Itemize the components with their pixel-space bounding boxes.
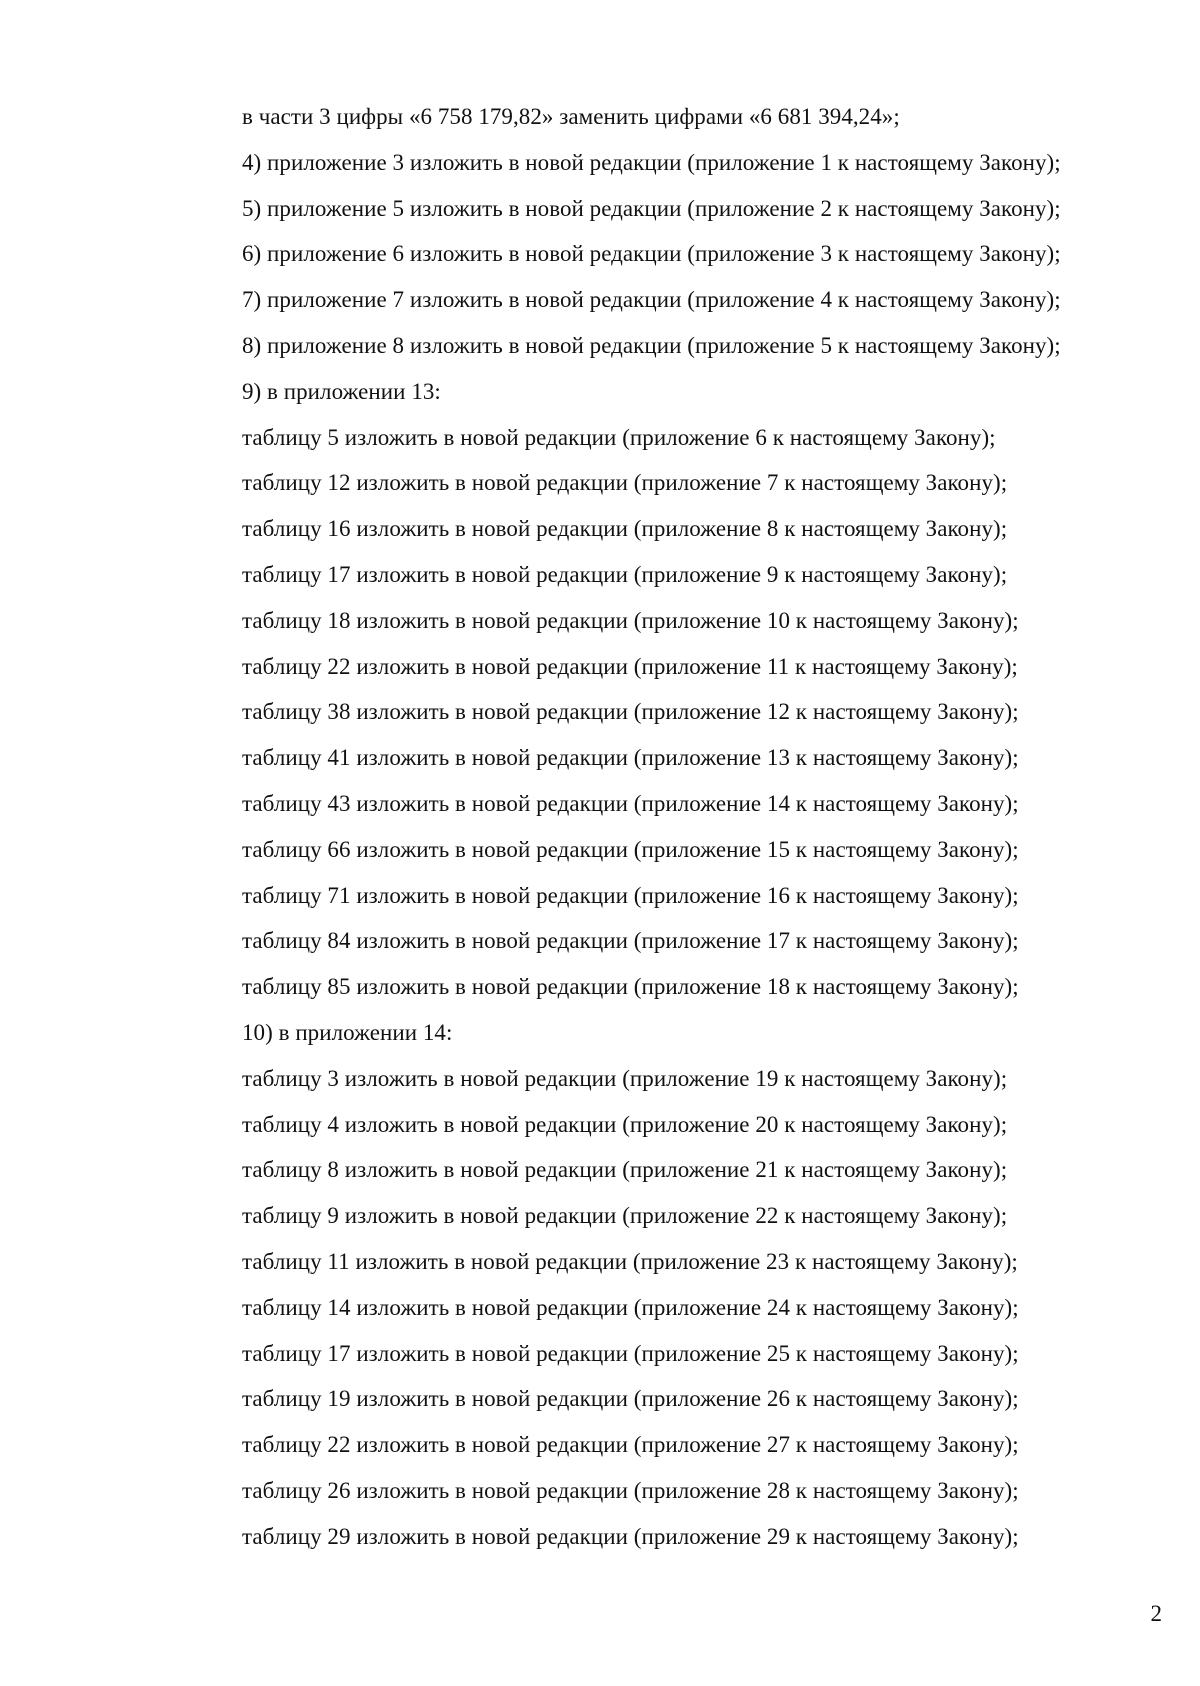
text-line: 10) в приложении 14: [242, 1019, 453, 1045]
text-line: таблицу 17 изложить в новой редакции (приложение 25 к настоящему Закону); [242, 1340, 1019, 1366]
text-line: 9) в приложении 13: [242, 378, 441, 404]
text-line: таблицу 11 изложить в новой редакции (приложение 23 к настоящему Закону); [242, 1248, 1018, 1274]
text-line: таблицу 9 изложить в новой редакции (приложение 22 к настоящему Закону); [242, 1203, 1008, 1229]
text-line: таблицу 3 изложить в новой редакции (приложение 19 к настоящему Закону); [242, 1065, 1008, 1091]
text-line: 5) приложение 5 изложить в новой редакции (приложение 2 к настоящему Закону); [242, 195, 1061, 221]
text-line: 7) приложение 7 изложить в новой редакции (приложение 4 к настоящему Закону); [242, 287, 1061, 313]
text-line: 8) приложение 8 изложить в новой редакции (приложение 5 к настоящему Закону); [242, 332, 1061, 358]
text-line: таблицу 18 изложить в новой редакции (приложение 10 к настоящему Закону); [242, 607, 1019, 633]
text-line: таблицу 16 изложить в новой редакции (приложение 8 к настоящему Закону); [242, 516, 1008, 542]
text-line: таблицу 29 изложить в новой редакции (приложение 29 к настоящему Закону); [242, 1523, 1019, 1549]
text-line: таблицу 5 изложить в новой редакции (приложение 6 к настоящему Закону); [242, 424, 996, 450]
text-line: таблицу 4 изложить в новой редакции (приложение 20 к настоящему Закону); [242, 1111, 1008, 1137]
text-line: таблицу 85 изложить в новой редакции (приложение 18 к настоящему Закону); [242, 974, 1019, 1000]
text-line: таблицу 12 изложить в новой редакции (приложение 7 к настоящему Закону); [242, 470, 1008, 496]
text-line: таблицу 22 изложить в новой редакции (приложение 27 к настоящему Закону); [242, 1432, 1019, 1458]
text-line: таблицу 8 изложить в новой редакции (приложение 21 к настоящему Закону); [242, 1157, 1008, 1183]
text-line: 6) приложение 6 изложить в новой редакции (приложение 3 к настоящему Закону); [242, 241, 1061, 267]
text-line: таблицу 17 изложить в новой редакции (приложение 9 к настоящему Закону); [242, 561, 1008, 587]
text-line: таблицу 14 изложить в новой редакции (приложение 24 к настоящему Закону); [242, 1294, 1019, 1320]
text-line: таблицу 22 изложить в новой редакции (приложение 11 к настоящему Закону); [242, 653, 1018, 679]
text-line: таблицу 66 изложить в новой редакции (приложение 15 к настоящему Закону); [242, 836, 1019, 862]
text-line: в части 3 цифры «6 758 179,82» заменить цифрами «6 681 394,24»; [242, 104, 900, 129]
text-line: таблицу 19 изложить в новой редакции (приложение 26 к настоящему Закону); [242, 1386, 1019, 1412]
text-line: таблицу 38 изложить в новой редакции (приложение 12 к настоящему Закону); [242, 699, 1019, 725]
page-number: 2 [1150, 1601, 1162, 1626]
text-line: таблицу 41 изложить в новой редакции (приложение 13 к настоящему Закону); [242, 745, 1019, 771]
text-line: таблицу 71 изложить в новой редакции (приложение 16 к настоящему Закону); [242, 882, 1019, 908]
text-line: 4) приложение 3 изложить в новой редакции (приложение 1 к настоящему Закону); [242, 149, 1061, 175]
text-line: таблицу 84 изложить в новой редакции (приложение 17 к настоящему Закону); [242, 928, 1019, 954]
text-line: таблицу 43 изложить в новой редакции (приложение 14 к настоящему Закону); [242, 790, 1019, 816]
text-line: таблицу 26 изложить в новой редакции (приложение 28 к настоящему Закону); [242, 1477, 1019, 1503]
document-body [242, 94, 1162, 1560]
